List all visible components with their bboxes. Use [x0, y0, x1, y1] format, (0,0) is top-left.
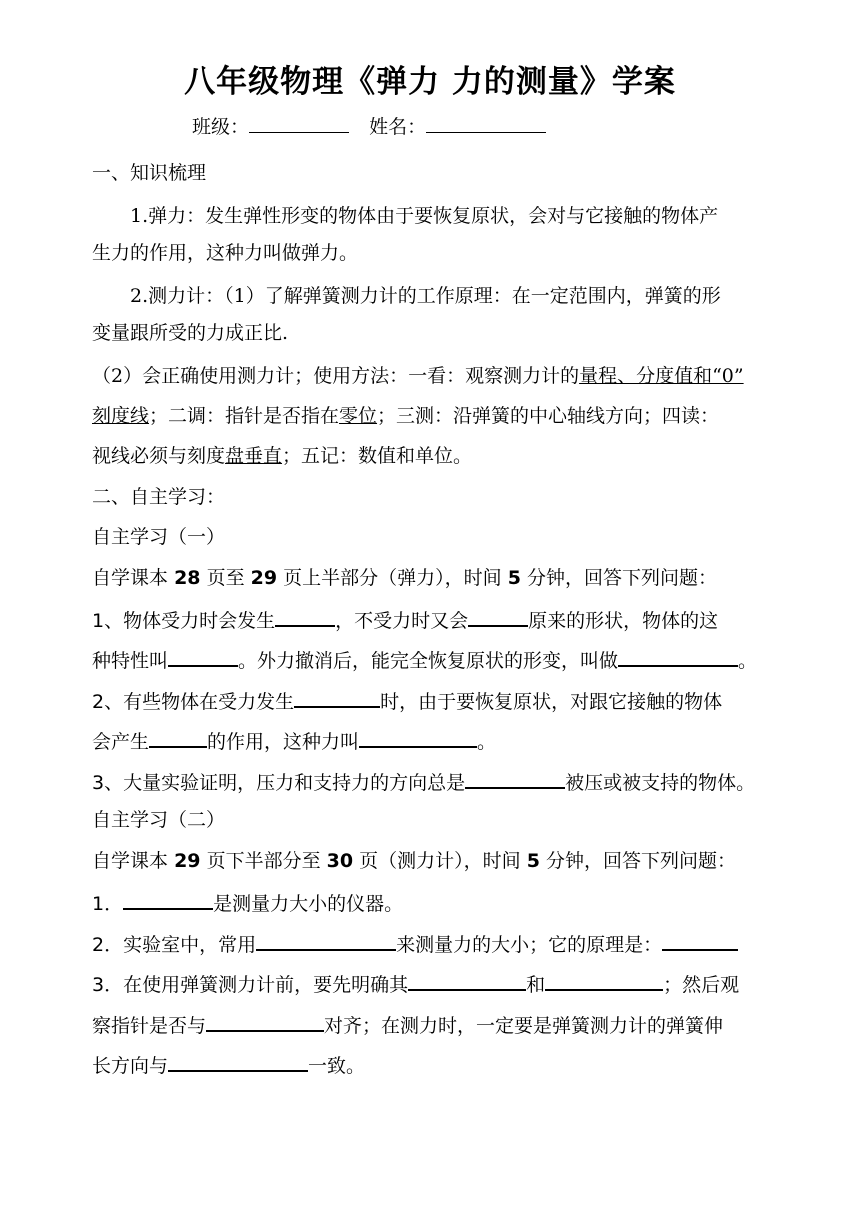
intro-text: 页下半部分至 [206, 850, 321, 872]
answer-blank[interactable] [662, 929, 738, 951]
intro-text: 分钟，回答下列问题： [526, 567, 717, 589]
question-text: 会产生 [92, 731, 150, 753]
usage-line-3 [92, 443, 472, 469]
page-number: 30 [326, 850, 354, 872]
usage-line-1 [92, 363, 744, 389]
self-study-2-intro [92, 848, 736, 874]
class-blank[interactable] [249, 114, 349, 133]
question-1-line-1 [92, 605, 718, 634]
name-blank[interactable] [426, 114, 546, 133]
page-number: 29 [174, 850, 201, 872]
self-study-2-heading: 自主学习（二） [92, 809, 226, 831]
answer-blank[interactable] [545, 969, 663, 991]
question-1-line-2 [92, 645, 757, 674]
page-title: 八年级物理《弹力 力的测量》学案 [184, 64, 676, 100]
usage-text: ；五记：数值和单位。 [282, 445, 473, 467]
question-text: 种特性叫 [92, 650, 169, 672]
question-text: 的作用，这种力叫 [207, 731, 360, 753]
range-scale-underlined: 量程、分度值和“0” [579, 365, 744, 387]
intro-text: 自学课本 [92, 850, 169, 872]
question-text: 一致。 [308, 1055, 366, 1077]
question-text: 来测量力的大小；它的原理是： [396, 934, 663, 956]
question-2-line-1 [92, 686, 722, 715]
student-info-line [192, 112, 546, 139]
question-text: 3、大量实验证明，压力和支持力的方向总是 [92, 772, 466, 794]
question-text: 1、物体受力时会发生 [92, 610, 276, 632]
usage-text: ；二调：指针是否指在 [149, 405, 340, 427]
page-number: 28 [174, 567, 201, 589]
elastic-force-para-line-2: 生力的作用，这种力叫做弹力。 [92, 242, 359, 264]
question-text: 1． [92, 893, 124, 915]
answer-blank[interactable] [408, 969, 526, 991]
minutes-number: 5 [507, 567, 521, 589]
answer-blank[interactable] [149, 726, 207, 748]
question-text: 2、有些物体在受力发生 [92, 691, 295, 713]
page-number: 29 [250, 567, 278, 589]
question-text: ，不受力时又会 [335, 610, 469, 632]
answer-blank[interactable] [206, 1010, 324, 1032]
class-label: 班级： [192, 116, 250, 138]
question-text: 长方向与 [92, 1055, 169, 1077]
usage-text: ；三测：沿弹簧的中心轴线方向；四读： [377, 405, 720, 427]
elastic-force-para-line-1: 1.弹力：发生弹性形变的物体由于要恢复原状，会对与它接触的物体产 [130, 205, 719, 227]
usage-line-2 [92, 403, 719, 429]
question-text: 。 [477, 731, 497, 753]
answer-blank[interactable] [468, 605, 528, 627]
question-text: 察指针是否与 [92, 1015, 207, 1037]
question-text: 和 [526, 974, 546, 996]
review-question-3-line-1 [92, 969, 739, 998]
question-text: 3．在使用弹簧测力计前，要先明确其 [92, 974, 409, 996]
usage-text: （2）会正确使用测力计；使用方法：一看：观察测力计的 [92, 365, 580, 387]
usage-text: 视线必须与刻度 [92, 445, 226, 467]
intro-text: 页至 [206, 567, 245, 589]
question-text: 原来的形状，物体的这 [528, 610, 719, 632]
question-text: 时，由于要恢复原状，对跟它接触的物体 [380, 691, 723, 713]
intro-text: 自学课本 [92, 567, 169, 589]
section-1-heading: 一、知识梳理 [92, 162, 207, 184]
answer-blank[interactable] [618, 645, 738, 667]
answer-blank[interactable] [294, 686, 380, 708]
question-text: 2．实验室中，常用 [92, 934, 257, 956]
dynamometer-para-line-1: 2.测力计：（1）了解弹簧测力计的工作原理：在一定范围内，弹簧的形 [130, 285, 721, 307]
question-text: ；然后观 [663, 974, 740, 996]
zero-mark-underlined: 刻度线 [92, 405, 150, 427]
minutes-number: 5 [526, 850, 540, 872]
review-question-3-line-2 [92, 1010, 723, 1039]
answer-blank[interactable] [275, 605, 335, 627]
review-question-1 [92, 888, 403, 917]
review-question-2 [92, 929, 738, 958]
review-question-3-line-3 [92, 1050, 365, 1079]
answer-blank[interactable] [168, 645, 238, 667]
answer-blank[interactable] [465, 767, 565, 789]
zero-position-underlined: 零位 [339, 405, 378, 427]
dynamometer-para-line-2: 变量跟所受的力成正比. [92, 322, 289, 344]
answer-blank[interactable] [168, 1050, 308, 1072]
intro-text: 分钟，回答下列问题： [545, 850, 736, 872]
answer-blank[interactable] [359, 726, 477, 748]
intro-text: 页（测力计），时间 [359, 850, 521, 872]
self-study-1-intro [92, 565, 717, 591]
question-text: 。 [738, 650, 758, 672]
perpendicular-underlined: 盘垂直 [225, 445, 283, 467]
question-text: 是测量力大小的仪器。 [213, 893, 404, 915]
question-text: 被压或被支持的物体。 [565, 772, 756, 794]
question-text: 。外力撤消后，能完全恢复原状的形变，叫做 [238, 650, 619, 672]
question-2-line-2 [92, 726, 496, 755]
question-text: 对齐；在测力时，一定要是弹簧测力计的弹簧伸 [324, 1015, 724, 1037]
question-3 [92, 767, 755, 796]
intro-text: 页上半部分（弹力），时间 [283, 567, 502, 589]
name-label: 姓名： [369, 116, 427, 138]
answer-blank[interactable] [123, 888, 213, 910]
answer-blank[interactable] [256, 929, 396, 951]
self-study-1-heading: 自主学习（一） [92, 526, 226, 548]
section-2-heading: 二、自主学习： [92, 486, 226, 508]
